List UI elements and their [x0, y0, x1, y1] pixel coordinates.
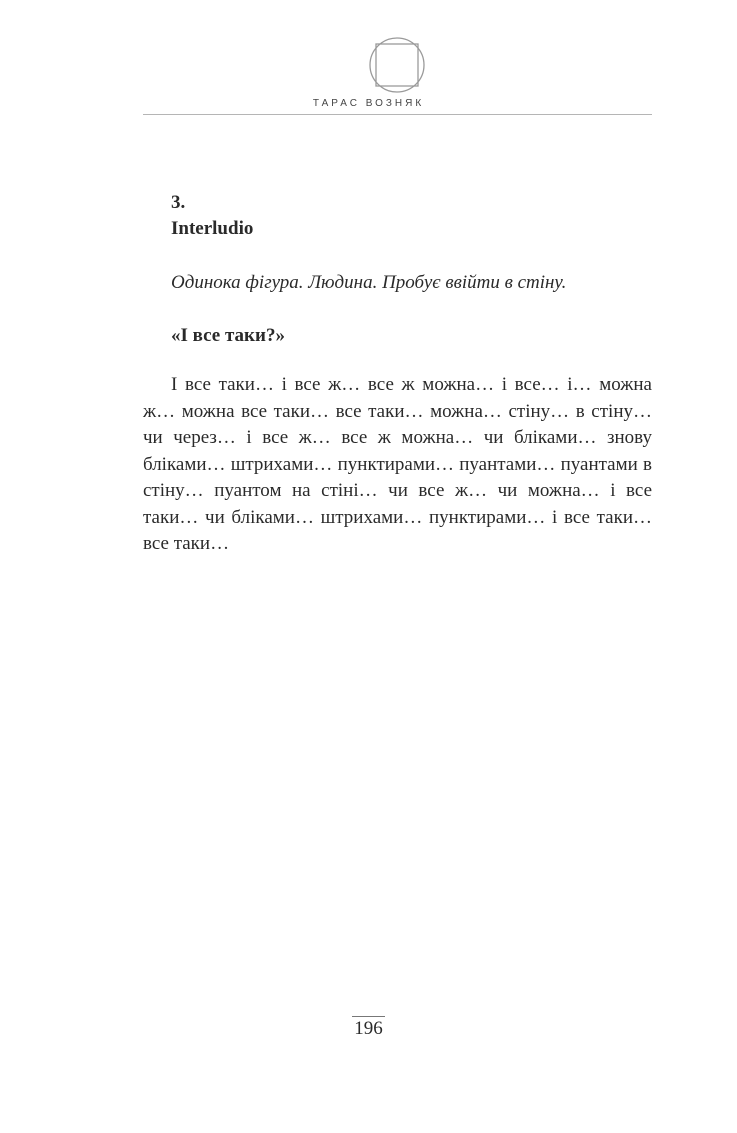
running-head: ТАРАС ВОЗНЯК [312, 98, 425, 109]
stage-direction: Одинока фігура. Людина. Пробує ввійти в стіну. [171, 272, 567, 293]
section-heading-block [171, 190, 652, 349]
section-title: Interludio [171, 218, 254, 239]
circle-square-emblem-icon [368, 36, 426, 94]
page-number: 196 [354, 1018, 383, 1039]
body-paragraph: І все таки… і все ж… все ж можна… і все… і… можна ж… можна все таки… все таки… можна… стіну… в стіну… чи через… і все ж… все ж можна… чи бліками… знову бліками… штрихами… пунктирами… пуантами… пуантами в стіну… пуантом на стіні… чи все ж… чи можна… і все таки… чи бліками… штрихами… пунктирами… і все таки… все таки… [143, 374, 652, 554]
quote-title: «І все таки?» [171, 325, 285, 346]
section-number: 3. [171, 192, 186, 213]
page-number-container [0, 1016, 737, 1041]
header-divider [143, 114, 652, 115]
